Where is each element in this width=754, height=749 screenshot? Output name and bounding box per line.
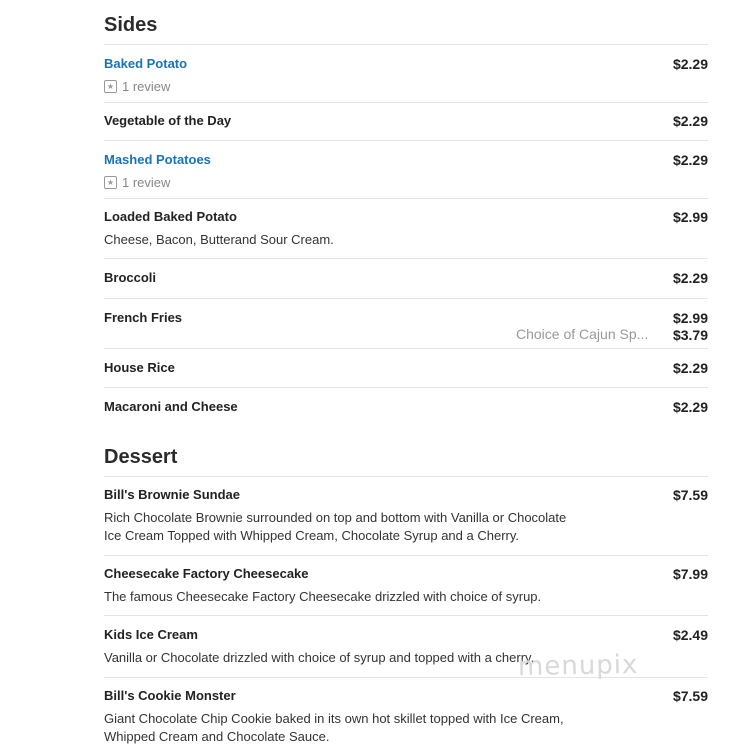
- item-name: French Fries: [104, 310, 183, 325]
- item-price: $2.99: [672, 209, 708, 225]
- section-title-dessert: Dessert: [104, 446, 178, 468]
- item-name: Cheesecake Factory Cheesecake: [104, 566, 309, 581]
- item-description: Cheese, Bacon, Butterand Sour Cream.: [104, 232, 334, 247]
- watermark-logo: menupix: [517, 649, 639, 683]
- divider: [104, 198, 708, 199]
- item-description: [104, 710, 604, 746]
- item-price: $2.99: [672, 310, 708, 326]
- item-name: House Rice: [104, 360, 175, 375]
- item-price: $2.29: [672, 113, 708, 129]
- item-description: [104, 509, 604, 545]
- item-name: Vegetable of the Day: [104, 113, 232, 128]
- review-count: 1 review: [122, 79, 171, 94]
- item-description: The famous Cheesecake Factory Cheesecake drizzled with choice of syrup.: [104, 589, 542, 604]
- item-price: $7.59: [672, 487, 708, 503]
- item-price: $2.29: [672, 360, 708, 376]
- divider: [104, 102, 708, 103]
- divider: [104, 555, 708, 556]
- item-price: $2.29: [672, 270, 708, 286]
- item-description-line: Giant Chocolate Chip Cookie baked in its own hot skillet topped with Ice Cream,: [104, 711, 564, 726]
- divider: [104, 140, 708, 141]
- item-name-link[interactable]: Mashed Potatoes: [104, 152, 211, 167]
- item-option: Choice of Cajun Sp...: [516, 326, 649, 342]
- item-price: $2.29: [672, 399, 708, 415]
- item-price: $2.29: [672, 152, 708, 168]
- item-name: Broccoli: [104, 270, 157, 285]
- review-link[interactable]: [104, 79, 170, 94]
- item-description-line: Ice Cream Topped with Whipped Cream, Chocolate Syrup and a Cherry.: [104, 528, 519, 543]
- review-link[interactable]: [104, 175, 170, 190]
- review-star-icon: ★: [104, 80, 117, 93]
- item-price: $2.29: [672, 56, 708, 72]
- item-name: Macaroni and Cheese: [104, 399, 238, 414]
- review-count: 1 review: [122, 175, 171, 190]
- item-name: Bill's Cookie Monster: [104, 688, 236, 703]
- divider: [104, 615, 708, 616]
- item-name-link[interactable]: Baked Potato: [104, 56, 188, 71]
- item-description-line: Whipped Cream and Chocolate Sauce.: [104, 729, 330, 744]
- item-price: $7.99: [672, 566, 708, 582]
- divider: [104, 387, 708, 388]
- item-name: Loaded Baked Potato: [104, 209, 237, 224]
- item-name: Bill's Brownie Sundae: [104, 487, 241, 502]
- item-name: Kids Ice Cream: [104, 627, 198, 642]
- divider: [104, 298, 708, 299]
- section-title-sides: Sides: [104, 14, 158, 36]
- review-star-icon: ★: [104, 176, 117, 189]
- divider: [104, 44, 708, 45]
- divider: [104, 258, 708, 259]
- item-option-price: $3.79: [672, 327, 708, 343]
- item-description: Vanilla or Chocolate drizzled with choice of syrup and topped with a cherry.: [104, 650, 535, 665]
- divider: [104, 476, 708, 477]
- divider: [104, 348, 708, 349]
- item-price: $2.49: [672, 627, 708, 643]
- item-description-line: Rich Chocolate Brownie surrounded on top and bottom with Vanilla or Chocolate: [104, 510, 567, 525]
- item-price: $7.59: [672, 688, 708, 704]
